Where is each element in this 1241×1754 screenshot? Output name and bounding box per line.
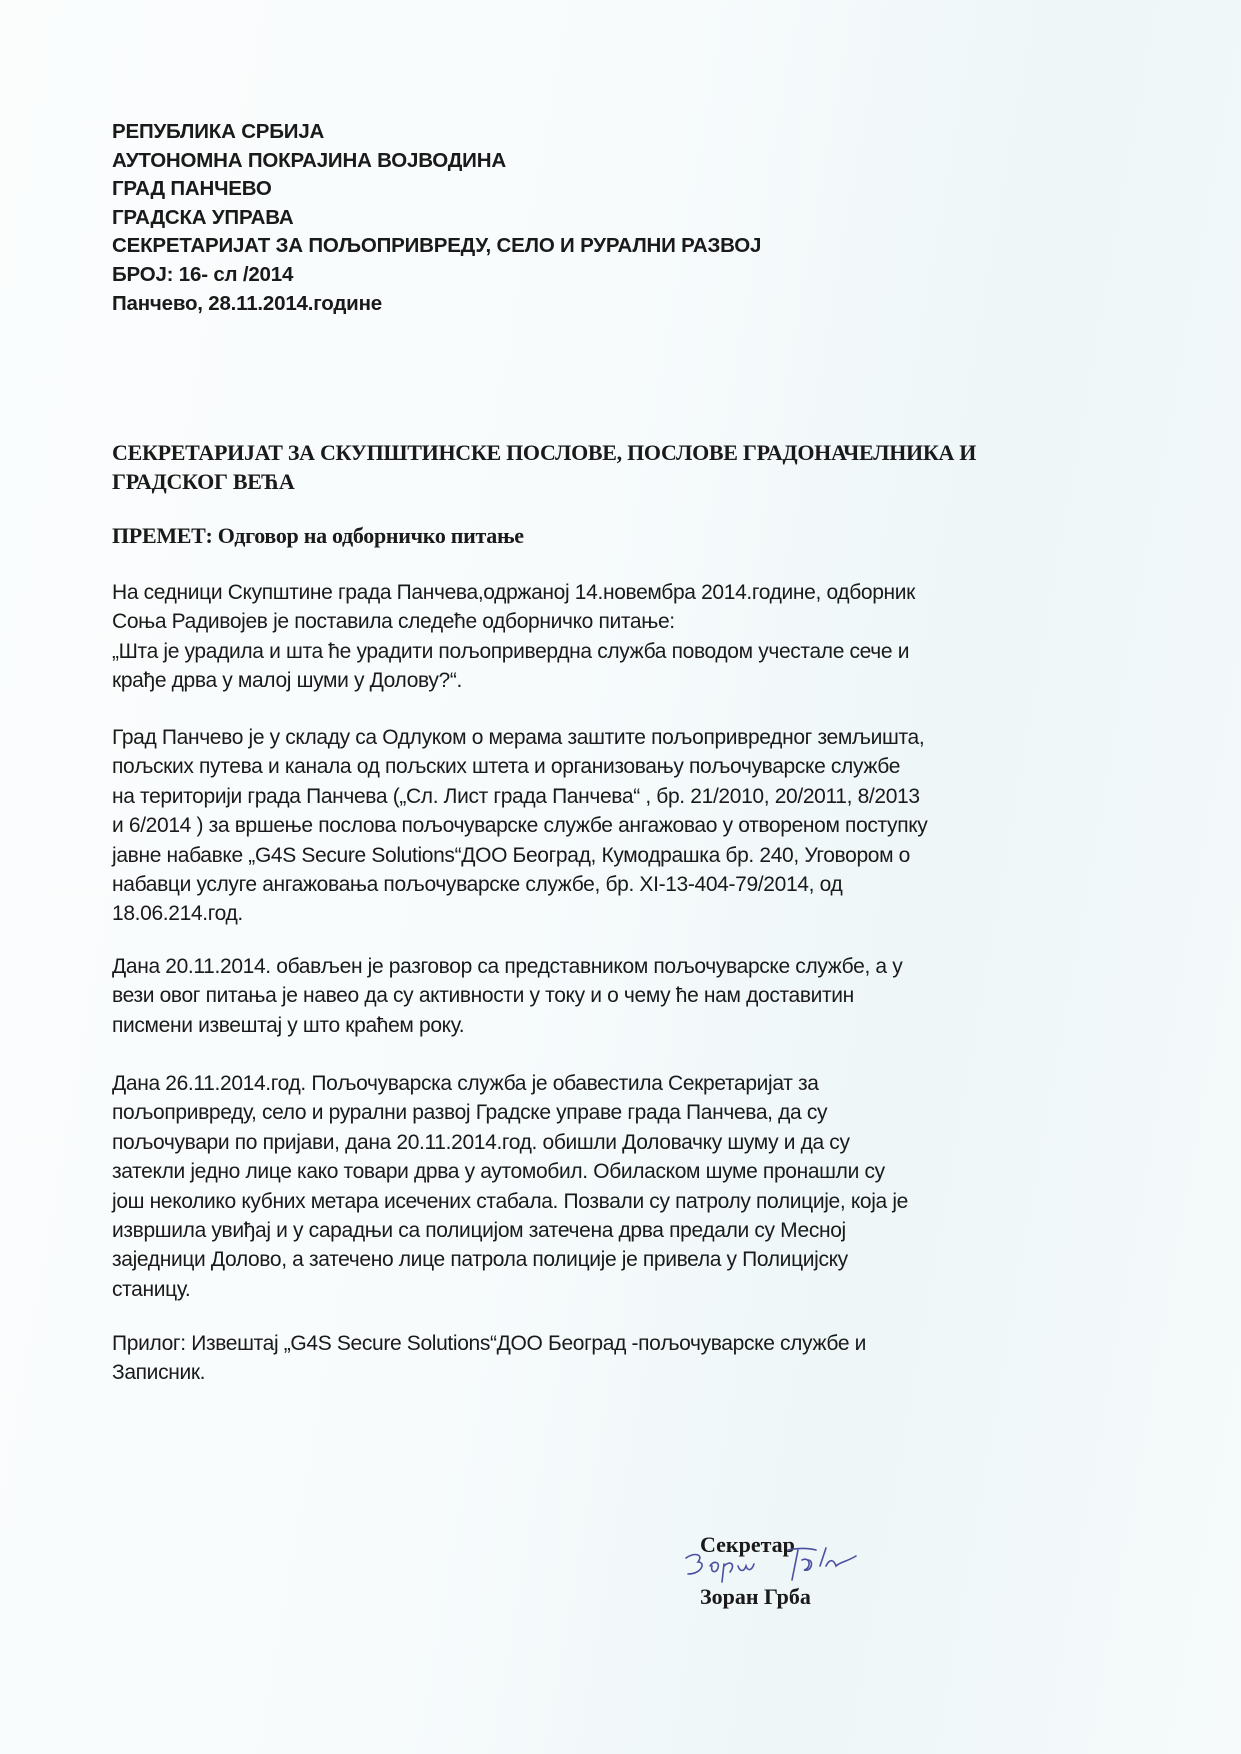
- paragraph-line: вези овог питања је навео да су активности у току и о чему ће нам доставитин: [112, 984, 854, 1008]
- signatory-title: Секретар: [700, 1532, 795, 1557]
- paragraph-line: 18.06.214.год.: [112, 902, 243, 926]
- subject-line: [112, 523, 524, 549]
- letterhead: [112, 118, 761, 318]
- signatory-name: Зоран Грба: [700, 1584, 811, 1609]
- paragraph-line: још неколико кубних метара исечених стабала. Позвали су патролу полиције, која је: [112, 1189, 909, 1213]
- letterhead-line: РЕПУБЛИКА СРБИЈА: [112, 120, 325, 143]
- letterhead-line: Панчево, 28.11.2014.године: [112, 291, 382, 315]
- recipient-line: ГРАДСКОГ ВЕЋА: [112, 469, 295, 494]
- paragraph-line: „Шта је урадила и шта ће урадити пољопривердна служба поводом учестале сече и: [112, 639, 910, 663]
- letterhead-line: БРОЈ: 16- сл /2014: [112, 262, 294, 286]
- paragraph-line: На седници Скупштине града Панчева,одржаној 14.новембра 2014.године, одборник: [112, 581, 916, 604]
- letterhead-line: ГРАД ПАНЧЕВО: [112, 177, 272, 201]
- paragraph-line: Записник.: [112, 1361, 206, 1385]
- paragraph-line: пољских путева и канала од пољских штета и организовању пољочуварске службе: [112, 755, 901, 779]
- paragraph-line: набавци услуге ангажовања пољочуварске службе, бр. XI-13-404-79/2014, од: [112, 873, 843, 897]
- paragraph-line: писмени извештај у што краћем року.: [112, 1013, 465, 1037]
- paragraph-line: пољопривреду, село и рурални развој Градске управе града Панчева, да су: [112, 1101, 828, 1125]
- letterhead-line: АУТОНОМНА ПОКРАЈИНА ВОЈВОДИНА: [112, 148, 506, 172]
- paragraph-3: [112, 952, 902, 1040]
- attachment-note: [112, 1329, 866, 1388]
- letterhead-line: ГРАДСКА УПРАВА: [112, 205, 294, 229]
- paragraph-line: Дана 20.11.2014. обављен је разговор са представником пољочуварске службе, а у: [112, 955, 903, 978]
- paragraph-line: извршила увиђај и у сарадњи са полицијом затечена дрва предали су Месној: [112, 1219, 846, 1243]
- paragraph-line: заједници Долово, а затечено лице патрола полиције је привела у Полицијску: [112, 1248, 848, 1272]
- paragraph-line: пољочувари по пријави, дана 20.11.2014.год. обишли Доловачку шуму и да су: [112, 1130, 850, 1154]
- paragraph-line: Соња Радивојев је поставила следеће одборничко питање:: [112, 610, 675, 634]
- subject-label: ПРЕМЕТ:: [112, 523, 213, 548]
- paragraph-4: [112, 1069, 908, 1304]
- recipient-line: СЕКРЕТАРИЈАТ ЗА СКУПШТИНСКЕ ПОСЛОВЕ, ПОСЛОВЕ ГРАДОНАЧЕЛНИКА И: [112, 440, 977, 465]
- letterhead-line: СЕКРЕТАРИЈАТ ЗА ПОЉОПРИВРЕДУ, СЕЛО И РУРАЛНИ РАЗВОЈ: [112, 234, 762, 258]
- paragraph-line: станицу.: [112, 1277, 191, 1301]
- paragraph-2: [112, 723, 927, 929]
- paragraph-line: затекли једно лице како товари дрва у аутомобил. Обиласком шуме пронашли су: [112, 1160, 885, 1184]
- paragraph-line: на територији града Панчева („Сл. Лист града Панчева“ , бр. 21/2010, 20/2011, 8/2013: [112, 784, 920, 808]
- paragraph-1: [112, 578, 915, 696]
- paragraph-line: и 6/2014 ) за вршење послова пољочуварске службе ангажовао у отвореном поступку: [112, 814, 928, 838]
- recipient: [112, 438, 976, 496]
- paragraph-line: Дана 26.11.2014.год. Пољочуварска служба је обавестила Секретаријат за: [112, 1072, 819, 1095]
- paragraph-line: Прилог: Извештај „G4S Secure Solutions“ДОО Београд -пољочуварске службе и: [112, 1332, 867, 1355]
- subject-text: Одговор на одборничко питање: [217, 523, 524, 548]
- paragraph-line: јавне набавке „G4S Secure Solutions“ДОО Београд, Кумодрашка бр. 240, Уговором о: [112, 843, 911, 867]
- paragraph-line: крађе дрва у малој шуми у Долову?“.: [112, 669, 462, 693]
- paragraph-line: Град Панчево је у складу са Одлуком о мерама заштите пољопривредног земљишта,: [112, 726, 925, 749]
